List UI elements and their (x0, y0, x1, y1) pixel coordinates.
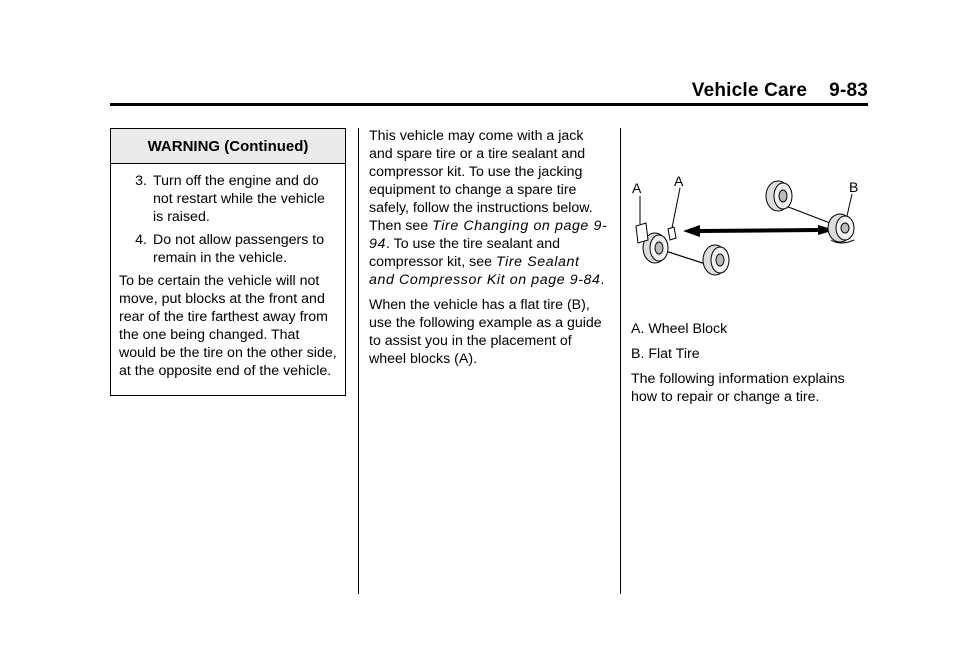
warning-body (111, 164, 345, 380)
wheel-block-illustration (628, 168, 868, 278)
flat-tire-icon (828, 214, 854, 243)
middle-column (369, 127, 609, 375)
intro-text-2: . To use the tire sealant and compressor kit, see (369, 236, 561, 270)
section-title: Vehicle Care (691, 80, 808, 101)
tire-icon (703, 245, 729, 275)
warning-paragraph: To be certain the vehicle will not move, put blocks at the front and rear of the tire farthest away from the one being changed. That would be the tire on the other side, at the opposite end of the vehicle. (119, 273, 337, 379)
tire-icon (766, 181, 792, 211)
double-arrow-icon (683, 225, 835, 237)
warning-item (119, 231, 337, 267)
page-header (692, 80, 868, 102)
legend-b: B. Flat Tire (631, 346, 700, 362)
label-b: B (849, 179, 859, 195)
wheel-block-icon (668, 227, 676, 240)
warning-item-number: 4. (135, 232, 147, 248)
info-paragraph: The following information explains how to repair or change a tire. (631, 371, 845, 405)
label-a-left: A (632, 180, 642, 196)
intro-text-1: This vehicle may come with a jack and spare tire or a tire sealant and compressor kit. To use the jacking equipment to change a spare tire safely, follow the instructions below. Then see (369, 128, 593, 234)
warning-box (110, 128, 346, 396)
column-divider-2 (620, 128, 621, 594)
legend-a: A. Wheel Block (631, 321, 728, 337)
header-rule (110, 103, 868, 106)
warning-item-text: Do not allow passengers to remain in the vehicle. (153, 232, 325, 266)
column-divider-1 (358, 128, 359, 594)
warning-item (119, 172, 337, 226)
warning-title: WARNING (Continued) (111, 129, 345, 164)
link-tire-changing[interactable]: Tire Changing on page 9-94 (369, 218, 608, 252)
link-sealant-kit[interactable]: Tire Sealant and Compressor Kit on page 9-84 (369, 254, 601, 288)
right-column (631, 320, 871, 413)
intro-paragraph (369, 127, 609, 289)
warning-item-number: 3. (135, 173, 147, 189)
page-number: 9-83 (829, 80, 868, 101)
wheel-block-icon (636, 223, 648, 243)
flat-tire-paragraph: When the vehicle has a flat tire (B), use the following example as a guide to assist you in the placement of wheel blocks (A). (369, 297, 602, 367)
label-a-right: A (674, 173, 684, 189)
intro-text-3: . (600, 272, 605, 288)
warning-item-text: Turn off the engine and do not restart while the vehicle is raised. (153, 173, 325, 225)
